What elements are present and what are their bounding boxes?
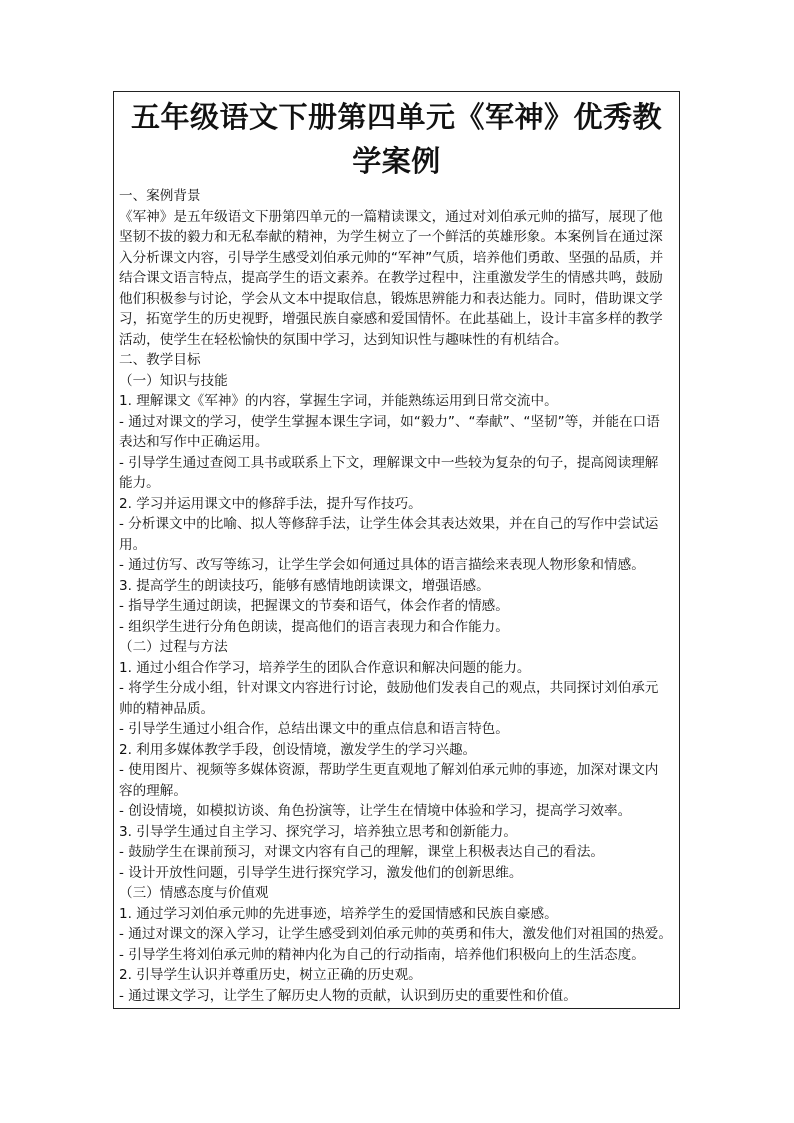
body-line: 帅的精神品质。 <box>119 700 215 717</box>
body-line: （二）过程与方法 <box>119 639 228 655</box>
body-line: - 引导学生通过查阅工具书或联系上下文，理解课文中一些较为复杂的句子，提高阅读理解 <box>119 454 659 471</box>
body-line: - 通过课文学习，让学生了解历史人物的贡献，认识到历史的重要性和价值。 <box>119 987 577 1004</box>
body-line: 习，拓宽学生的历史视野，增强民族自豪感和爱国情怀。在此基础上，设计丰富多样的教学 <box>119 311 663 327</box>
body-line: 活动，使学生在轻松愉快的氛围中学习，达到知识性与趣味性的有机结合。 <box>119 331 568 348</box>
document-body <box>119 186 674 1006</box>
body-line: 能力。 <box>119 475 160 491</box>
body-line: 他们积极参与讨论，学会从文本中提取信息，锻炼思辨能力和表达能力。同时，借助课文学 <box>119 290 663 307</box>
body-line: 结合课文语言特点，提高学生的语文素养。在教学过程中，注重激发学生的情感共鸣，鼓励 <box>119 270 663 286</box>
body-line: - 通过仿写、改写等练习，让学生学会如何通过具体的语言描绘来表现人物形象和情感。 <box>119 557 645 573</box>
body-line: （三）情感态度与价值观 <box>119 885 269 901</box>
body-line: 2. 利用多媒体教学手段，创设情境，激发学生的学习兴趣。 <box>119 741 477 758</box>
body-line: 坚韧不拔的毅力和无私奉献的精神，为学生树立了一个鲜活的英雄形象。本案例旨在通过深 <box>119 229 663 245</box>
body-line: - 设计开放性问题，引导学生进行探究学习，激发他们的创新思维。 <box>119 864 523 881</box>
body-line: 1. 通过学习刘伯承元帅的先进事迹，培养学生的爱国情感和民族自豪感。 <box>119 905 558 922</box>
body-line: - 指导学生通过朗读，把握课文的节奏和语气，体会作者的情感。 <box>119 598 509 614</box>
document-frame <box>113 91 680 1009</box>
body-line: - 使用图片、视频等多媒体资源，帮助学生更直观地了解刘伯承元帅的事迹，加深对课文内 <box>119 762 659 778</box>
document-title: 五年级语文下册第四单元《军神》优秀教学案例 <box>130 100 662 178</box>
body-line: - 组织学生进行分角色朗读，提高他们的语言表现力和合作能力。 <box>119 618 509 635</box>
body-line: 一、案例背景 <box>119 188 201 204</box>
body-line: - 通过对课文的深入学习，让学生感受到刘伯承元帅的英勇和伟大，激发他们对祖国的热爱。 <box>119 926 672 942</box>
body-line: 用。 <box>119 536 147 553</box>
body-line: 3. 引导学生通过自主学习、探究学习，培养独立思考和创新能力。 <box>119 823 517 840</box>
body-line: 2. 学习并运用课文中的修辞手法，提升写作技巧。 <box>119 495 422 512</box>
body-line: - 鼓励学生在课前预习，对课文内容有自己的理解，课堂上积极表达自己的看法。 <box>119 844 605 860</box>
body-line: 《军神》是五年级语文下册第四单元的一篇精读课文，通过对刘伯承元帅的描写，展现了他 <box>119 208 663 225</box>
body-line: - 引导学生将刘伯承元帅的精神内化为自己的行动指南，培养他们积极向上的生活态度。 <box>119 946 645 963</box>
body-line: 容的理解。 <box>119 782 187 799</box>
body-line: 二、教学目标 <box>119 352 201 368</box>
body-line: - 引导学生通过小组合作，总结出课文中的重点信息和语言特色。 <box>119 721 509 737</box>
body-line: 2. 引导学生认识并尊重历史，树立正确的历史观。 <box>119 967 422 983</box>
body-line: 表达和写作中正确运用。 <box>119 434 269 450</box>
body-line: - 分析课文中的比喻、拟人等修辞手法，让学生体会其表达效果，并在自己的写作中尝试运 <box>119 516 659 532</box>
body-line: - 创设情境，如模拟访谈、角色扮演等，让学生在情境中体验和学习，提高学习效率。 <box>119 803 632 819</box>
body-line: 1. 通过小组合作学习，培养学生的团队合作意识和解决问题的能力。 <box>119 659 531 676</box>
body-line: （一）知识与技能 <box>119 372 228 389</box>
body-line: - 通过对课文的学习，使学生掌握本课生字词，如“毅力”、“奉献”、“坚韧”等，并能在口语 <box>119 413 660 430</box>
body-line: 1. 理解课文《军神》的内容，掌握生字词，并能熟练运用到日常交流中。 <box>119 393 558 409</box>
body-line: - 将学生分成小组，针对课文内容进行讨论，鼓励他们发表自己的观点，共同探讨刘伯承元 <box>119 680 659 696</box>
body-line: 3. 提高学生的朗读技巧，能够有感情地朗读课文，增强语感。 <box>119 577 490 594</box>
body-line: 入分析课文内容，引导学生感受刘伯承元帅的“军神”气质，培养他们勇敢、坚强的品质，并 <box>119 249 664 266</box>
